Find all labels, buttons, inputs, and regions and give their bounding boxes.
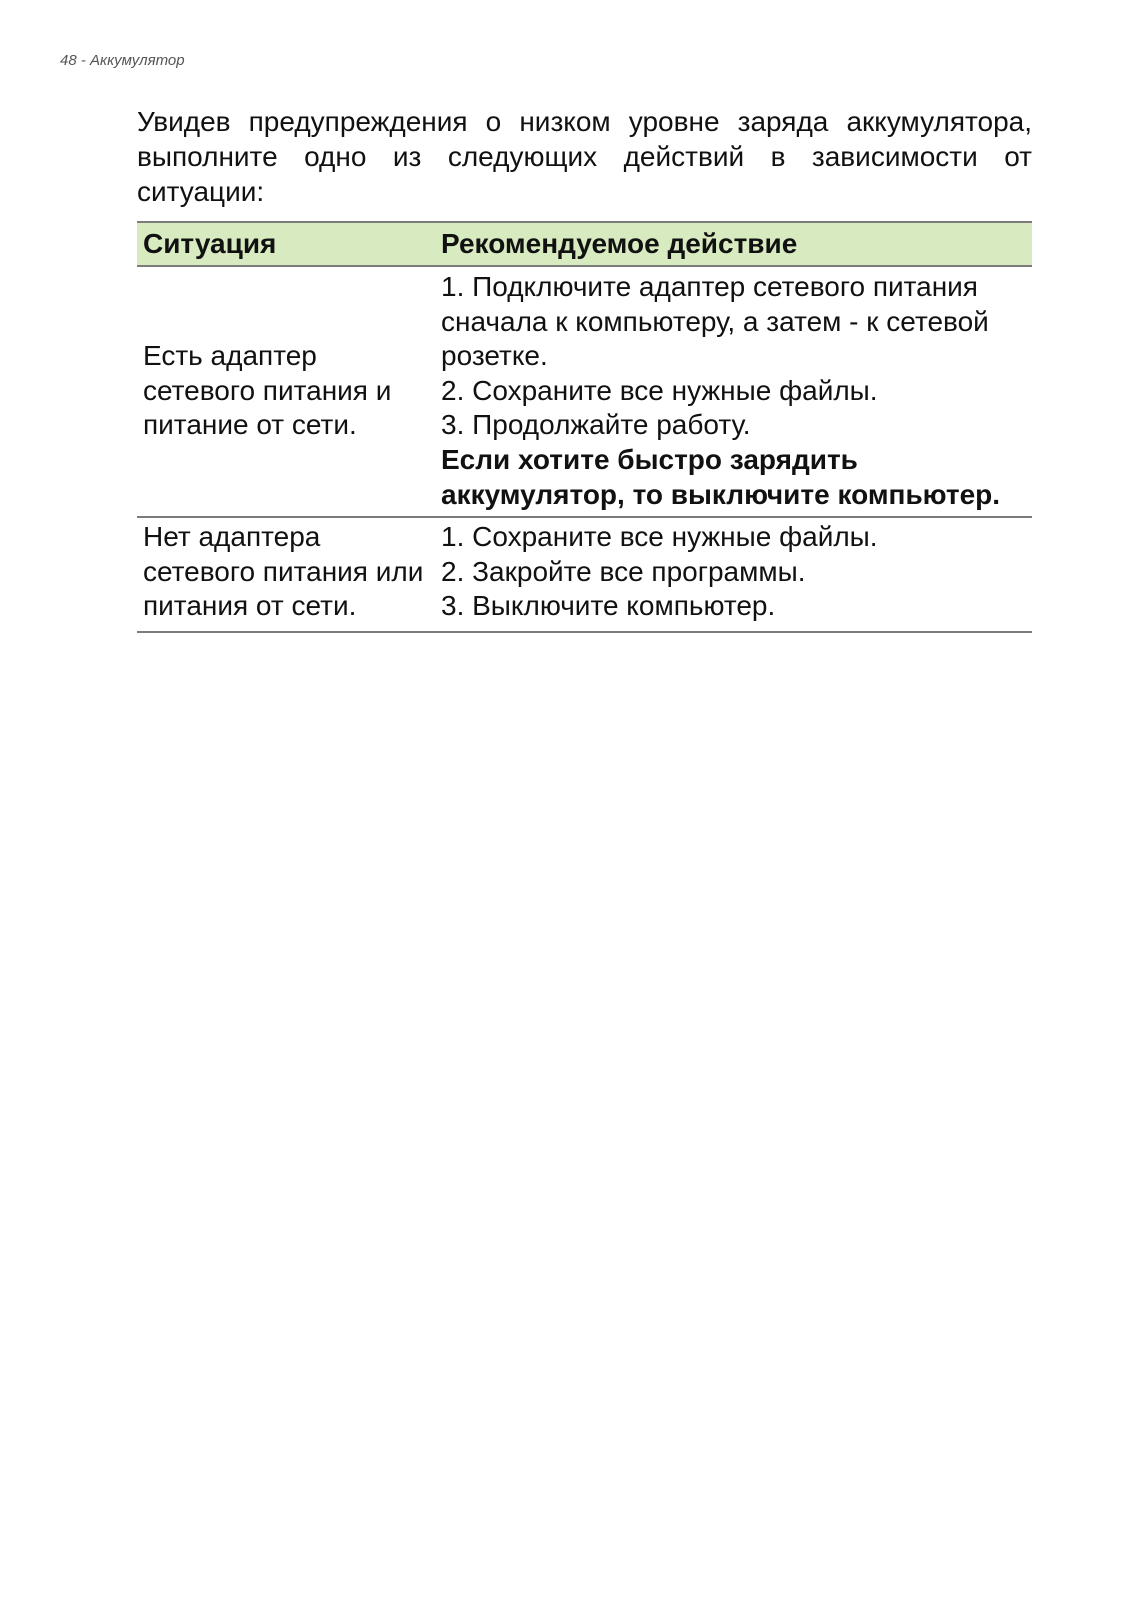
action-step: 3. Выключите компьютер. [441,590,776,622]
table-row [137,517,1032,632]
situation-cell: Нет адаптера сетевого питания или питания от сети. [137,517,435,632]
battery-warning-table [137,221,1032,633]
action-cell [435,517,1032,632]
action-cell [435,266,1032,517]
action-step: 1. Подключите адаптер сетевого питания сначала к компьютеру, а затем - к сетевой розетке. [441,271,989,372]
recommendation-table [137,221,1032,633]
column-header-action: Рекомендуемое действие [435,222,1032,266]
column-header-situation: Ситуация [137,222,435,266]
table-header-row [137,222,1032,266]
table-row [137,266,1032,517]
action-step: 1. Сохраните все нужные файлы. [441,521,878,553]
action-step: 3. Продолжайте работу. [441,409,751,441]
intro-paragraph: Увидев предупреждения о низком уровне заряда аккумулятора, выполните одно из следующих действий в зависимости от ситуации: [137,106,1032,207]
action-note: Если хотите быстро зарядить аккумулятор, то выключите компьютер. [441,443,1001,510]
action-step: 2. Сохраните все нужные файлы. [441,374,878,406]
page-header: 48 - Аккумулятор [60,52,185,69]
action-step: 2. Закройте все программы. [441,555,806,587]
situation-cell: Есть адаптер сетевого питания и питание от сети. [137,266,435,517]
